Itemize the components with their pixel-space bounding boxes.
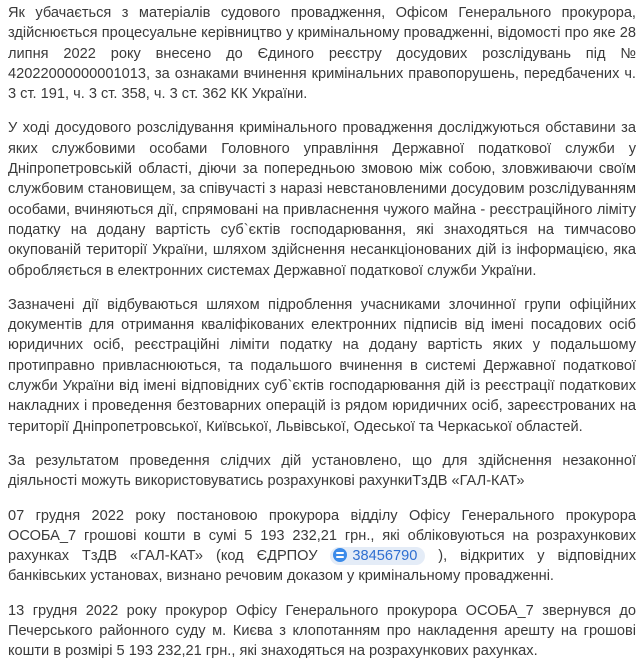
paragraph-investigation-result: За результатом проведення слідчих дій установлено, що для здійснення незаконної діяльності можуть використовуватись розрахункові рахункиТзДВ «ГАЛ-КАТ»: [8, 452, 636, 490]
edrpou-code: 38456790: [352, 548, 418, 565]
registry-icon: [333, 548, 347, 562]
paragraph-evidence-ruling: [8, 506, 636, 587]
evidence-text-after: ), відкритих у відповідних банківських установах, визнано речовим доказом у кримінальному провадженні.: [8, 548, 636, 585]
evidence-text-before: 07 грудня 2022 року постановою прокурора відділу Офісу Генерального прокурора ОСОБА_7 грошові кошти в сумі 5 193 232,21 грн., які обліковуються на розрахункових рахунках ТзДВ «ГАЛ-КАТ» (код ЄДРПОУ: [8, 507, 636, 565]
paragraph-investigation-circumstances: У ході досудового розслідування кримінального провадження досліджуються обставини за яких службовими особами Головного управління Державної податкової служби у Дніпропетровській області, діючи за попередньою змовою між собою, зловживаючи своїм службовим становищем, за співучасті з наразі невстановленими досудовим розслідуванням особами, вчиняються дії, спрямовані на привласнення чужого майна - реєстраційного ліміту податку на додану вартість суб`єктів господарювання, які знаходяться на тимчасово окупованій території України, шляхом здійснення несанкціонованих дій із інформацією, яка обробляється в електронних системах Державної податкової служби України.: [8, 120, 636, 279]
edrpou-code-link[interactable]: [330, 547, 425, 565]
paragraph-case-registration: Як убачається з матеріалів судового провадження, Офісом Генерального прокурора, здійснюється процесуальне керівництво у кримінальному провадженні, відомості про яке 28 липня 2022 року внесено до Єдиного реєстру досудових розслідувань під № 42022000000001013, за ознаками вчинення кримінальних правопорушень, передбачених ч. 3 ст. 191, ч. 3 ст. 358, ч. 3 ст. 362 КК України.: [8, 5, 636, 103]
document-body: [0, 3, 640, 662]
paragraph-court-motion: 13 грудня 2022 року прокурор Офісу Генерального прокурора ОСОБА_7 звернувся до Печерського районного суду м. Києва з клопотанням про накладення арешту на грошові кошти в розмірі 5 193 232,21 грн., які знаходяться на розрахункових рахунках.: [8, 602, 636, 660]
paragraph-forgery-scheme: Зазначені дії відбуваються шляхом підроблення учасниками злочинної групи офіційних документів для отримання кваліфікованих електронних підписів від імені посадових осіб юридичних осіб, реєстраційні ліміти податку на додану вартість яких у подальшому протиправно привласнюються, та подальшого вчинення в системі Державної податкової служби України від імені відповідних суб`єктів господарювання дій із реєстрації податкових накладних і проведення безтоварних операцій із рядом юридичних осіб, зареєстрованих на території Дніпропетровської, Київської, Львівської, Одеської та Черкаської областей.: [8, 296, 636, 435]
